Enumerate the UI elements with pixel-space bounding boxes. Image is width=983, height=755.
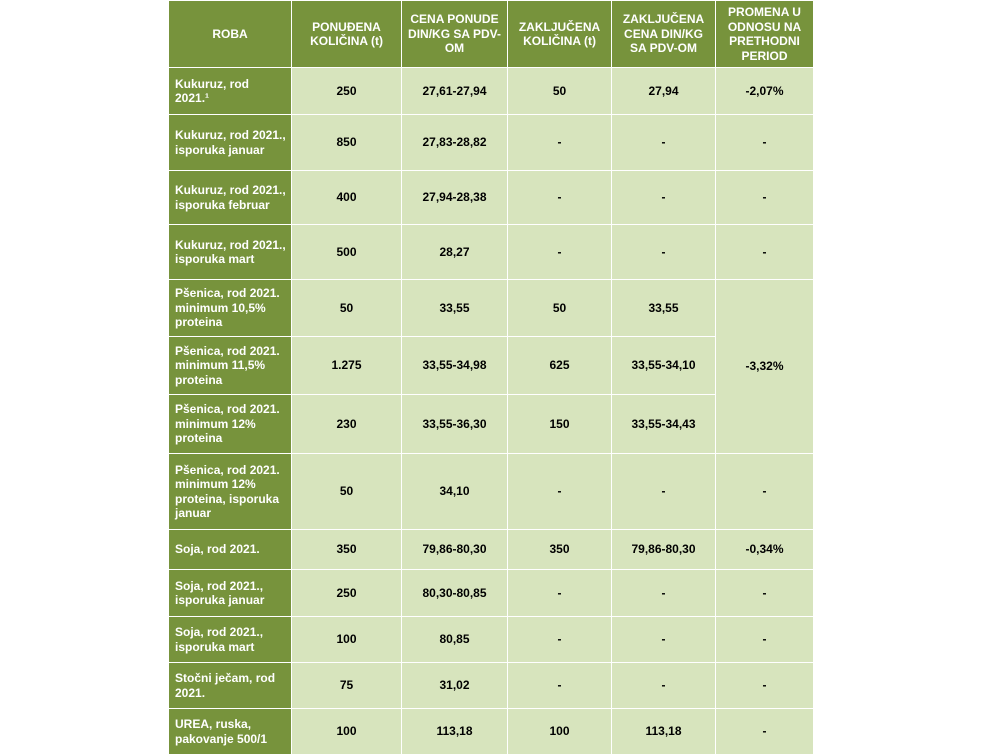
cell-promena: -	[716, 617, 814, 663]
cell-promena: -	[716, 115, 814, 171]
header-promena: PROMENA U ODNOSU NA PRETHODNI PERIOD	[716, 1, 814, 68]
cell-promena: -0,34%	[716, 530, 814, 570]
cell-ponudjena: 100	[292, 709, 402, 755]
cell-zakljucena-kolicina: 100	[508, 709, 612, 755]
cell-cena-ponude: 27,94-28,38	[402, 171, 508, 225]
header-row	[169, 1, 814, 68]
cell-ponudjena: 250	[292, 68, 402, 115]
cell-cena-ponude: 33,55-36,30	[402, 395, 508, 454]
cell-zakljucena-kolicina: 625	[508, 337, 612, 395]
table-row	[169, 663, 814, 709]
cell-promena: -	[716, 663, 814, 709]
cell-roba: Pšenica, rod 2021. minimum 12% proteina, isporuka januar	[169, 454, 292, 530]
table-row	[169, 171, 814, 225]
cell-ponudjena: 850	[292, 115, 402, 171]
cell-ponudjena: 250	[292, 570, 402, 617]
table-row	[169, 617, 814, 663]
cell-zakljucena-kolicina: -	[508, 570, 612, 617]
cell-roba: Stočni ječam, rod 2021.	[169, 663, 292, 709]
cell-zakljucena-cena: -	[612, 617, 716, 663]
cell-zakljucena-cena: -	[612, 454, 716, 530]
header-zakljucena-cena: ZAKLJUČENA CENA DIN/KG SA PDV-OM	[612, 1, 716, 68]
cell-roba: Pšenica, rod 2021. minimum 11,5% proteina	[169, 337, 292, 395]
cell-cena-ponude: 27,61-27,94	[402, 68, 508, 115]
header-roba: ROBA	[169, 1, 292, 68]
cell-roba: Soja, rod 2021., isporuka januar	[169, 570, 292, 617]
cell-ponudjena: 50	[292, 280, 402, 337]
commodity-price-table	[168, 0, 814, 755]
cell-zakljucena-kolicina: 50	[508, 68, 612, 115]
cell-zakljucena-cena: -	[612, 663, 716, 709]
cell-ponudjena: 400	[292, 171, 402, 225]
cell-zakljucena-kolicina: 350	[508, 530, 612, 570]
cell-roba: Kukuruz, rod 2021., isporuka januar	[169, 115, 292, 171]
cell-cena-ponude: 28,27	[402, 225, 508, 280]
cell-cena-ponude: 34,10	[402, 454, 508, 530]
cell-zakljucena-kolicina: -	[508, 663, 612, 709]
cell-cena-ponude: 79,86-80,30	[402, 530, 508, 570]
cell-cena-ponude: 27,83-28,82	[402, 115, 508, 171]
table-row	[169, 68, 814, 115]
cell-zakljucena-kolicina: -	[508, 617, 612, 663]
cell-cena-ponude: 33,55-34,98	[402, 337, 508, 395]
cell-ponudjena: 500	[292, 225, 402, 280]
cell-zakljucena-cena: 27,94	[612, 68, 716, 115]
cell-zakljucena-cena: 33,55-34,43	[612, 395, 716, 454]
cell-cena-ponude: 80,85	[402, 617, 508, 663]
cell-ponudjena: 230	[292, 395, 402, 454]
table-row	[169, 709, 814, 755]
cell-promena: -	[716, 709, 814, 755]
cell-ponudjena: 50	[292, 454, 402, 530]
cell-cena-ponude: 80,30-80,85	[402, 570, 508, 617]
cell-cena-ponude: 113,18	[402, 709, 508, 755]
cell-ponudjena: 1.275	[292, 337, 402, 395]
cell-roba: Soja, rod 2021., isporuka mart	[169, 617, 292, 663]
cell-ponudjena: 75	[292, 663, 402, 709]
cell-zakljucena-kolicina: -	[508, 115, 612, 171]
table-row	[169, 115, 814, 171]
cell-cena-ponude: 31,02	[402, 663, 508, 709]
table-row	[169, 530, 814, 570]
cell-zakljucena-cena: 33,55	[612, 280, 716, 337]
cell-zakljucena-kolicina: 150	[508, 395, 612, 454]
cell-zakljucena-kolicina: -	[508, 171, 612, 225]
cell-roba: UREA, ruska, pakovanje 500/1	[169, 709, 292, 755]
cell-roba: Pšenica, rod 2021. minimum 12% proteina	[169, 395, 292, 454]
cell-promena: -	[716, 454, 814, 530]
cell-promena: -	[716, 225, 814, 280]
cell-roba: Soja, rod 2021.	[169, 530, 292, 570]
table-row	[169, 225, 814, 280]
cell-zakljucena-cena: -	[612, 570, 716, 617]
cell-promena: -	[716, 171, 814, 225]
cell-cena-ponude: 33,55	[402, 280, 508, 337]
cell-zakljucena-kolicina: -	[508, 454, 612, 530]
table-row	[169, 280, 814, 337]
cell-zakljucena-cena: -	[612, 115, 716, 171]
header-cena-ponude: CENA PONUDE DIN/KG SA PDV-OM	[402, 1, 508, 68]
cell-roba: Pšenica, rod 2021. minimum 10,5% proteina	[169, 280, 292, 337]
cell-promena: -	[716, 570, 814, 617]
cell-zakljucena-cena: -	[612, 225, 716, 280]
cell-zakljucena-cena: -	[612, 171, 716, 225]
header-ponudjena-kolicina: PONUĐENA KOLIČINA (t)	[292, 1, 402, 68]
cell-promena-merged: -3,32%	[716, 280, 814, 454]
cell-zakljucena-cena: 79,86-80,30	[612, 530, 716, 570]
cell-promena: -2,07%	[716, 68, 814, 115]
cell-ponudjena: 350	[292, 530, 402, 570]
cell-zakljucena-cena: 33,55-34,10	[612, 337, 716, 395]
cell-ponudjena: 100	[292, 617, 402, 663]
cell-zakljucena-kolicina: 50	[508, 280, 612, 337]
cell-zakljucena-kolicina: -	[508, 225, 612, 280]
cell-roba: Kukuruz, rod 2021.¹	[169, 68, 292, 115]
cell-roba: Kukuruz, rod 2021., isporuka februar	[169, 171, 292, 225]
cell-roba: Kukuruz, rod 2021., isporuka mart	[169, 225, 292, 280]
table-row	[169, 570, 814, 617]
cell-zakljucena-cena: 113,18	[612, 709, 716, 755]
header-zakljucena-kolicina: ZAKLJUČENA KOLIČINA (t)	[508, 1, 612, 68]
table-row	[169, 454, 814, 530]
